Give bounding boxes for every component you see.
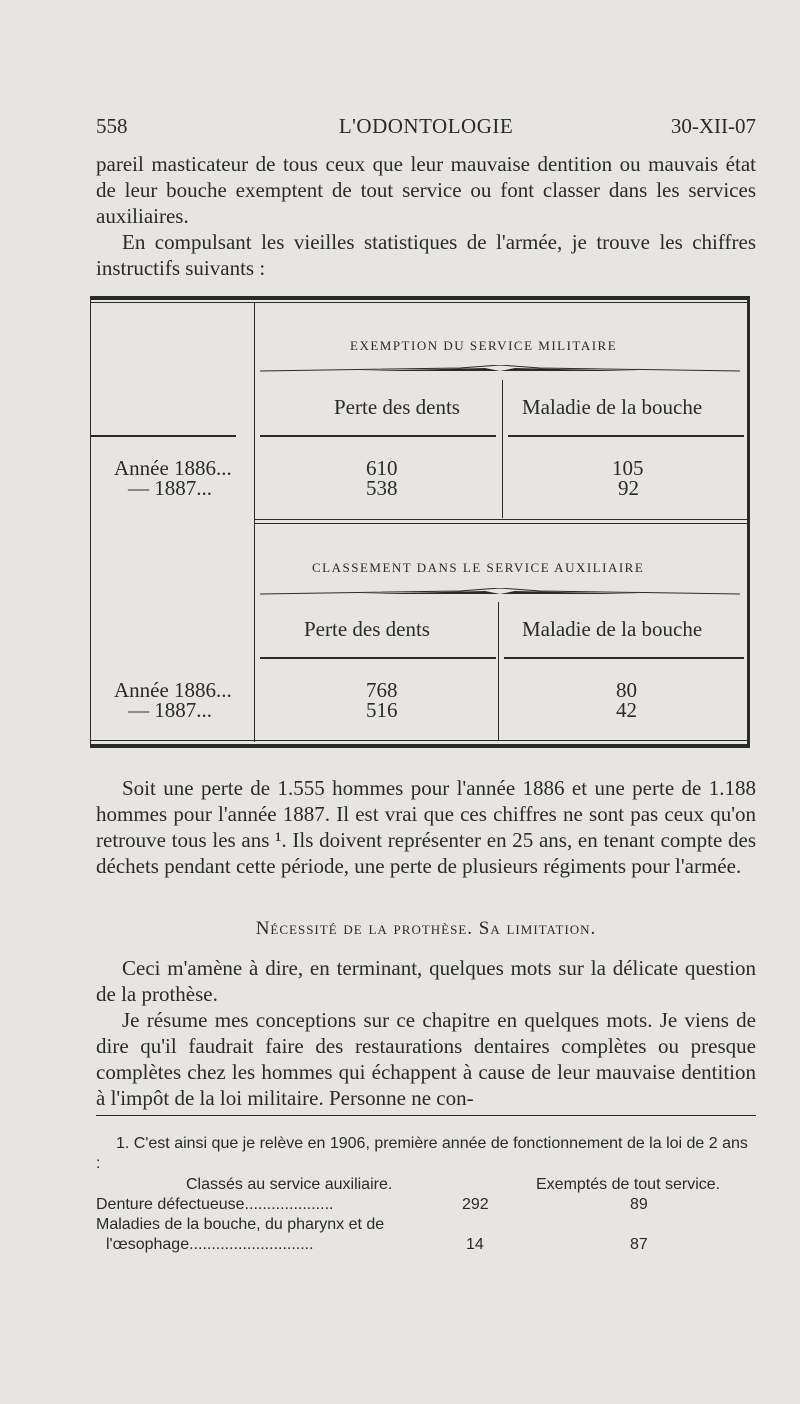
col-header-mouth-2: Maladie de la bouche bbox=[522, 617, 703, 641]
value-mouth-1887-a: 92 bbox=[618, 476, 639, 500]
header-rule-1c bbox=[508, 435, 744, 437]
statistics-table bbox=[90, 296, 750, 748]
section-divider bbox=[254, 519, 747, 520]
issue-date: 30-XII-07 bbox=[670, 114, 756, 138]
footnote-text: 1. C'est ainsi que je relève en 1906, première année de fonctionnement de la loi de 2 ans : bbox=[96, 1135, 748, 1172]
header-rule-1b bbox=[260, 435, 496, 437]
footnote-row2-a: 14 bbox=[466, 1236, 484, 1253]
value-teeth-1887-a: 538 bbox=[366, 476, 398, 500]
table-left-border bbox=[90, 296, 91, 748]
section-heading: Nécessité de la prothèse. Sa limitation. bbox=[255, 918, 597, 939]
footnote-row1-b: 89 bbox=[630, 1196, 648, 1213]
value-mouth-1886-b: 80 bbox=[616, 678, 637, 702]
paragraph-3: Soit une perte de 1.555 hommes pour l'année 1886 et une perte de 1.188 hommes pour l'année 1887. Il est vrai que ces chiffres ne sont pas ceux qu'on retrouve tous les ans ¹. Ils doivent représenter en 25 ans, en tenant compte des déchets pendant cette période, une perte de plusieurs régiments pour l'armée. bbox=[96, 776, 756, 878]
paragraph-5: Je résume mes conceptions sur ce chapitre en quelques mots. Je viens de dire qu'il faudrait faire des restaurations dentaires complètes ou presque complètes chez les hommes qui échappent à cause de leur mauvaise dentition à l'impôt de la loi militaire. Personne ne con- bbox=[96, 1008, 756, 1110]
value-teeth-1886-a: 610 bbox=[366, 456, 398, 480]
value-teeth-1887-b: 516 bbox=[366, 698, 398, 722]
col-header-teeth-2: Perte des dents bbox=[304, 617, 430, 641]
ornament-rule-2 bbox=[260, 588, 740, 600]
footnote-rule bbox=[96, 1115, 756, 1116]
value-mouth-1886-a: 105 bbox=[612, 456, 644, 480]
header-rule-2b bbox=[504, 657, 744, 659]
footnote-col-a: Classés au service auxiliaire. bbox=[186, 1176, 393, 1193]
footnote-row1-label: Denture défectueuse.................... bbox=[96, 1196, 334, 1213]
table-right-border bbox=[747, 296, 750, 748]
ornament-rule-1 bbox=[260, 365, 740, 377]
header-rule-1 bbox=[90, 435, 236, 437]
table-bottom-border-thin bbox=[90, 740, 750, 741]
value-column-divider-2 bbox=[498, 602, 499, 740]
header-rule-2 bbox=[260, 657, 496, 659]
page-number: 558 bbox=[96, 114, 128, 138]
value-column-divider-1 bbox=[502, 380, 503, 518]
footnote-row1-a: 292 bbox=[462, 1196, 489, 1213]
section-divider-b bbox=[254, 523, 747, 524]
journal-title: L'ODONTOLOGIE bbox=[338, 114, 514, 138]
section-2-title: CLASSEMENT DANS LE SERVICE AUXILIAIRE bbox=[312, 560, 645, 575]
table-top-border-thin bbox=[90, 302, 750, 303]
footnote-row2-label-a: Maladies de la bouche, du pharynx et de bbox=[96, 1216, 385, 1233]
table-bottom-border bbox=[90, 744, 750, 748]
paragraph-4: Ceci m'amène à dire, en terminant, quelques mots sur la délicate question de la prothèse. bbox=[96, 956, 756, 1006]
value-teeth-1886-b: 768 bbox=[366, 678, 398, 702]
row-label-1886-a: Année 1886... bbox=[114, 456, 232, 480]
paragraph-1: pareil masticateur de tous ceux que leur mauvaise dentition ou mauvais état de leur bouche exemptent de tout service ou font classer dans les services auxiliaires. bbox=[96, 152, 756, 228]
page-header bbox=[96, 114, 756, 144]
col-header-teeth-1: Perte des dents bbox=[334, 395, 460, 419]
section-1-title: EXEMPTION DU SERVICE MILITAIRE bbox=[350, 338, 618, 353]
footnote-row2-label-b: l'œsophage............................ bbox=[106, 1236, 314, 1253]
row-label-1887-b: — 1887... bbox=[128, 698, 212, 722]
row-label-1887-a: — 1887... bbox=[128, 476, 212, 500]
footnote-col-b: Exemptés de tout service. bbox=[536, 1176, 721, 1193]
footnote-row2-b: 87 bbox=[630, 1236, 648, 1253]
row-label-1886-b: Année 1886... bbox=[114, 678, 232, 702]
value-mouth-1887-b: 42 bbox=[616, 698, 637, 722]
col-header-mouth-1: Maladie de la bouche bbox=[522, 395, 703, 419]
paragraph-2: En compulsant les vieilles statistiques de l'armée, je trouve les chiffres instructifs suivants : bbox=[96, 230, 756, 280]
table-top-border bbox=[90, 296, 750, 300]
label-column-divider bbox=[254, 302, 255, 742]
